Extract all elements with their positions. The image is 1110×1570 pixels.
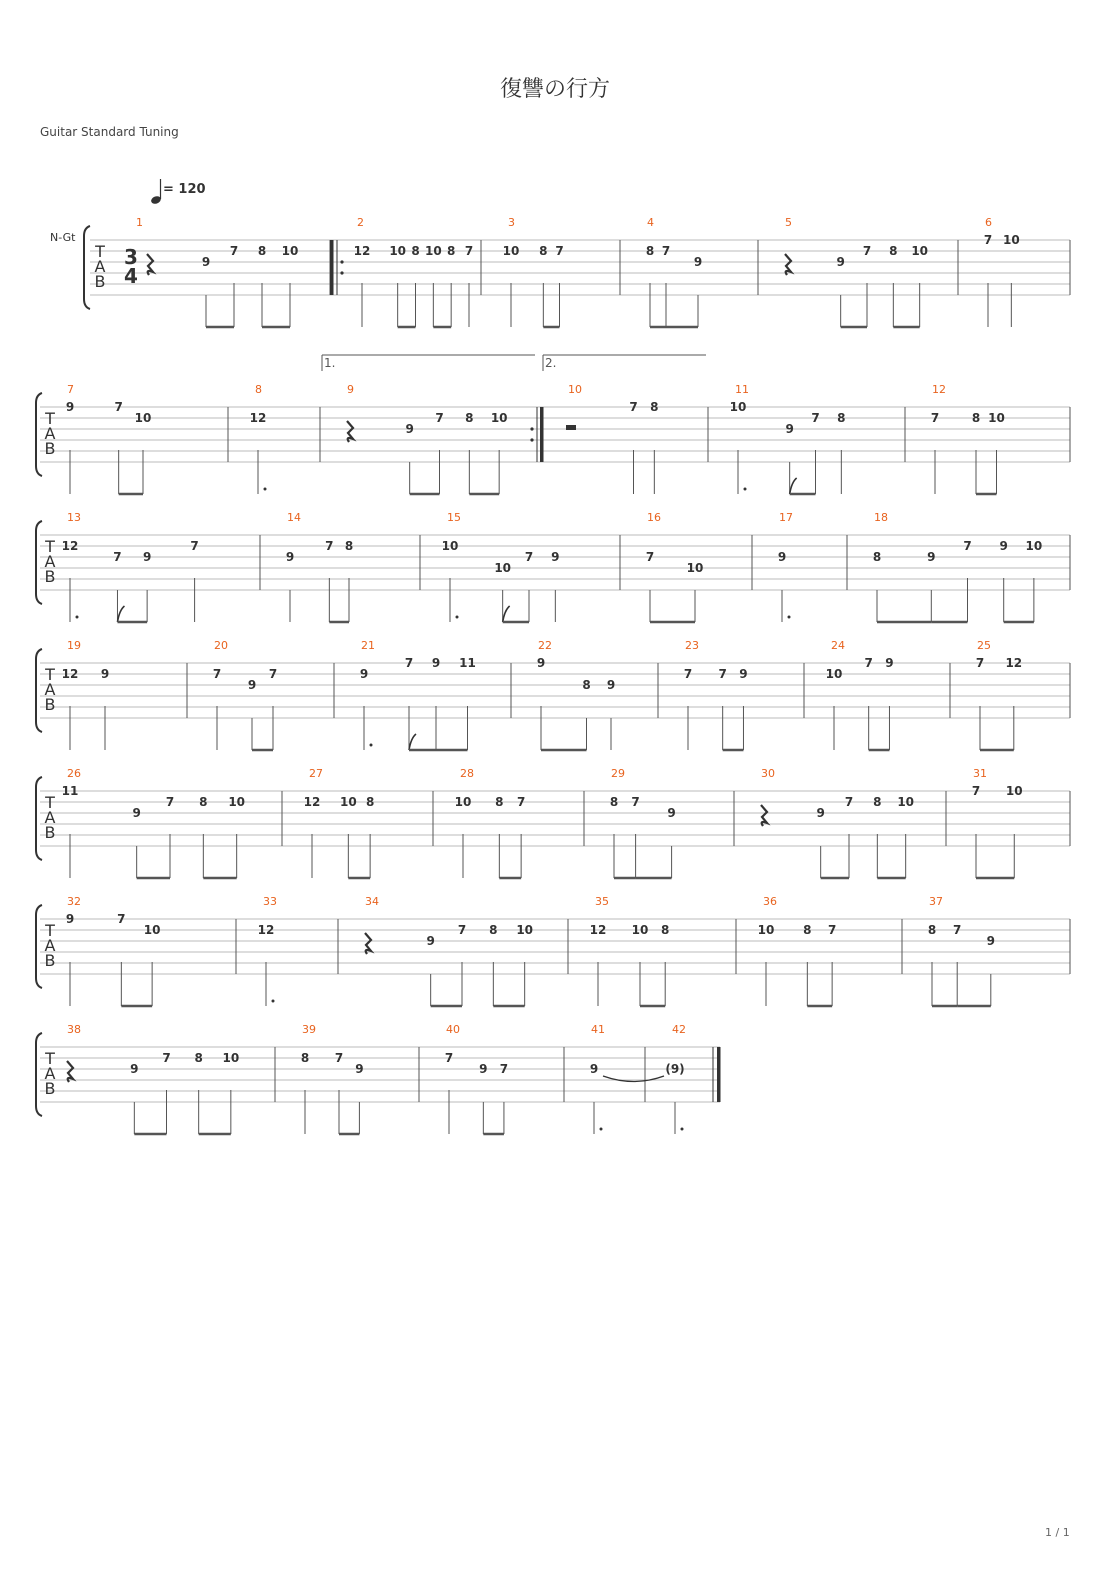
system-bracket [36,393,42,476]
fret-number: 12 [353,244,371,258]
fret-number: 8 [300,1051,310,1065]
system-bracket [36,521,42,604]
tab-clef-letter: B [44,695,56,714]
tab-clef-letter: T [95,242,105,261]
duration-dot [744,488,747,491]
fret-number: 9 [927,550,936,564]
fret-number: 8 [199,795,208,809]
fret-number: 10 [1002,233,1020,247]
fret-number: 8 [446,244,456,258]
repeat-dot [340,271,343,274]
measure-number: 33 [263,895,277,908]
measure-number: 23 [685,639,699,652]
quarter-rest [761,805,767,826]
duration-dot [76,616,79,619]
fret-number: 12 [589,923,607,937]
fret-number: 10 [502,244,520,258]
fret-number: 7 [404,656,414,670]
fret-number: 11 [61,784,79,798]
fret-number: 7 [631,795,640,809]
track-label: N-Gt [50,231,76,244]
fret-number: 7 [953,923,962,937]
fret-number: 7 [162,1051,171,1065]
measure-number: 26 [67,767,81,780]
fret-number: 7 [457,923,467,937]
time-signature-top: 3 [124,245,138,269]
measure-number: 5 [785,216,792,229]
tab-clef-letter: A [44,1064,56,1083]
tie [603,1076,664,1082]
fret-number: 12 [303,795,321,809]
fret-number: 7 [862,244,872,258]
measure-number: 24 [831,639,845,652]
fret-number: 10 [631,923,649,937]
measure-number: 20 [214,639,228,652]
system-bracket [36,1033,42,1116]
fret-number: 10 [897,795,915,809]
fret-number: 7 [516,795,526,809]
fret-number: 7 [435,411,444,425]
fret-number: 7 [629,400,638,414]
fret-number: 7 [971,784,981,798]
fret-number: 8 [609,795,619,809]
fret-number: 11 [459,656,476,670]
fret-number: 9 [359,667,369,681]
measure-number: 30 [761,767,775,780]
fret-number: 8 [873,795,882,809]
fret-number: 7 [844,795,854,809]
measure-number: 7 [67,383,74,396]
tab-clef-letter: T [45,409,55,428]
fret-number: 7 [645,550,655,564]
fret-number: 9 [201,255,211,269]
fret-number: 8 [645,244,655,258]
fret-number: 7 [268,667,278,681]
tab-clef-letter: A [44,424,56,443]
measure-number: 25 [977,639,991,652]
quarter-rest [347,421,353,442]
tab-clef-letter: B [44,1079,56,1098]
duration-dot [272,1000,275,1003]
fret-number: 7 [930,411,940,425]
fret-number: 12 [61,539,79,553]
fret-number: 7 [229,244,239,258]
measure-number: 15 [447,511,461,524]
repeat-end-thick-bar [540,407,544,462]
fret-number: 10 [1005,784,1023,798]
fret-number: 8 [837,411,846,425]
fret-number: 12 [61,667,79,681]
fret-number: 10 [389,244,407,258]
measure-number: 2 [357,216,364,229]
system-bracket [36,905,42,988]
tab-clef-letter: B [44,567,56,586]
quarter-rest [365,933,371,954]
tab-clef-letter: T [45,665,55,684]
volta-label: 1. [324,356,336,370]
measure-number: 16 [647,511,661,524]
fret-number: 10 [988,411,1005,425]
fret-number: 10 [134,411,152,425]
fret-number: 9 [693,255,703,269]
fret-number: 8 [803,923,812,937]
fret-number: 7 [212,667,222,681]
fret-number: (9) [665,1062,685,1076]
fret-number: 7 [114,400,123,414]
final-barline [717,1047,721,1102]
measure-number: 1 [136,216,143,229]
tuning-label: Guitar Standard Tuning [40,125,179,139]
measure-number: 35 [595,895,609,908]
fret-number: 8 [661,923,670,937]
measure-number: 29 [611,767,625,780]
fret-number: 10 [441,539,459,553]
measure-number: 12 [932,383,946,396]
measure-number: 13 [67,511,81,524]
eighth-flag [790,478,797,494]
measure-number: 14 [287,511,301,524]
fret-number: 9 [355,1062,364,1076]
fret-number: 7 [113,550,122,564]
fret-number: 9 [999,539,1008,553]
fret-number: 9 [785,422,794,436]
fret-number: 8 [872,550,882,564]
measure-number: 4 [647,216,654,229]
fret-number: 8 [411,244,420,258]
measure-number: 41 [591,1023,605,1036]
measure-number: 28 [460,767,474,780]
fret-number: 9 [285,550,295,564]
fret-number: 7 [718,667,727,681]
quarter-rest [785,254,791,275]
fret-number: 10 [222,1051,240,1065]
fret-number: 10 [228,795,246,809]
measure-number: 3 [508,216,515,229]
measure-number: 36 [763,895,777,908]
tempo-value: = 120 [163,182,206,197]
measure-number: 9 [347,383,354,396]
fret-number: 10 [1025,539,1043,553]
system-bracket [36,777,42,860]
fret-number: 9 [132,806,141,820]
duration-dot [370,744,373,747]
system-bracket [36,649,42,732]
measure-number: 34 [365,895,379,908]
fret-number: 10 [911,244,929,258]
fret-number: 12 [257,923,275,937]
fret-number: 8 [465,411,474,425]
eighth-flag [409,734,416,750]
song-title: 復讐の行方 [499,77,610,102]
tab-clef-letter: A [44,680,56,699]
tab-clef-letter: T [45,537,55,556]
measure-number: 22 [538,639,552,652]
fret-number: 7 [325,539,334,553]
duration-dot [600,1128,603,1131]
fret-number: 9 [65,912,75,926]
fret-number: 9 [479,1062,488,1076]
repeat-dot [340,260,343,263]
fret-number: 10 [494,561,512,575]
tab-clef-letter: T [45,1049,55,1068]
fret-number: 9 [606,678,616,692]
fret-number: 9 [777,550,787,564]
fret-number: 10 [143,923,161,937]
measure-number: 8 [255,383,262,396]
fret-number: 7 [524,550,534,564]
fret-number: 7 [555,244,564,258]
duration-dot [788,616,791,619]
tab-clef-letter: B [44,823,56,842]
fret-number: 7 [464,244,474,258]
fret-number: 9 [739,667,748,681]
quarter-rest [147,254,153,275]
tab-clef-letter: T [45,921,55,940]
fret-number: 7 [190,539,199,553]
measure-number: 31 [973,767,987,780]
fret-number: 9 [142,550,152,564]
measure-number: 32 [67,895,81,908]
measure-number: 19 [67,639,81,652]
fret-number: 7 [683,667,693,681]
repeat-start-thick-bar [330,240,334,295]
fret-number: 10 [825,667,843,681]
volta-label: 2. [545,356,557,370]
repeat-dot [530,427,533,430]
fret-number: 8 [539,244,548,258]
measure-number: 37 [929,895,943,908]
tab-clef-letter: A [44,808,56,827]
fret-number: 9 [551,550,560,564]
fret-number: 8 [257,244,267,258]
tab-clef-letter: B [94,272,106,291]
fret-number: 8 [344,539,354,553]
fret-number: 10 [490,411,508,425]
fret-number: 10 [729,400,747,414]
half-rest [566,425,576,430]
fret-number: 12 [1005,656,1023,670]
measure-number: 38 [67,1023,81,1036]
tab-clef-letter: A [44,552,56,571]
measure-number: 40 [446,1023,460,1036]
measure-number: 18 [874,511,888,524]
fret-number: 9 [100,667,110,681]
page-number: 1 / 1 [1045,1526,1070,1539]
fret-number: 8 [582,678,591,692]
measure-number: 10 [568,383,582,396]
fret-number: 7 [444,1051,454,1065]
measure-number: 21 [361,639,375,652]
fret-number: 10 [281,244,299,258]
fret-number: 7 [864,656,873,670]
system-bracket [84,226,90,309]
fret-number: 9 [667,806,676,820]
duration-dot [456,616,459,619]
fret-number: 7 [661,244,671,258]
tab-clef-letter: A [44,936,56,955]
fret-number: 8 [927,923,937,937]
fret-number: 7 [165,795,175,809]
fret-number: 8 [489,923,498,937]
measure-number: 39 [302,1023,316,1036]
fret-number: 8 [365,795,375,809]
fret-number: 8 [495,795,504,809]
fret-number: 7 [975,656,985,670]
fret-number: 7 [499,1062,509,1076]
fret-number: 7 [334,1051,344,1065]
measure-number: 11 [735,383,749,396]
duration-dot [264,488,267,491]
eighth-flag [117,606,124,622]
fret-number: 9 [836,255,845,269]
fret-number: 10 [454,795,472,809]
tab-clef-letter: B [44,951,56,970]
fret-number: 10 [424,244,442,258]
tab-clef-letter: B [44,439,56,458]
fret-number: 9 [130,1062,139,1076]
fret-number: 9 [986,934,995,948]
repeat-dot [530,438,533,441]
measure-number: 17 [779,511,793,524]
fret-number: 8 [194,1051,203,1065]
fret-number: 9 [816,806,825,820]
fret-number: 7 [811,411,820,425]
fret-number: 8 [650,400,659,414]
fret-number: 9 [536,656,546,670]
fret-number: 9 [405,422,414,436]
fret-number: 7 [827,923,837,937]
fret-number: 7 [963,539,972,553]
fret-number: 7 [983,233,993,247]
fret-number: 8 [971,411,981,425]
measure-number: 42 [672,1023,686,1036]
fret-number: 9 [885,656,894,670]
measure-number: 6 [985,216,992,229]
fret-number: 9 [426,934,435,948]
fret-number: 9 [431,656,441,670]
fret-number: 9 [65,400,75,414]
fret-number: 10 [516,923,534,937]
eighth-flag [503,606,510,622]
tab-clef-letter: A [94,257,106,276]
fret-number: 10 [757,923,775,937]
fret-number: 12 [249,411,267,425]
tab-clef-letter: T [45,793,55,812]
fret-number: 9 [589,1062,599,1076]
quarter-rest [67,1061,73,1082]
measure-number: 27 [309,767,323,780]
fret-number: 7 [117,912,126,926]
fret-number: 10 [339,795,357,809]
duration-dot [681,1128,684,1131]
time-signature-bottom: 4 [124,264,138,288]
fret-number: 10 [686,561,704,575]
fret-number: 9 [247,678,257,692]
fret-number: 8 [889,244,898,258]
